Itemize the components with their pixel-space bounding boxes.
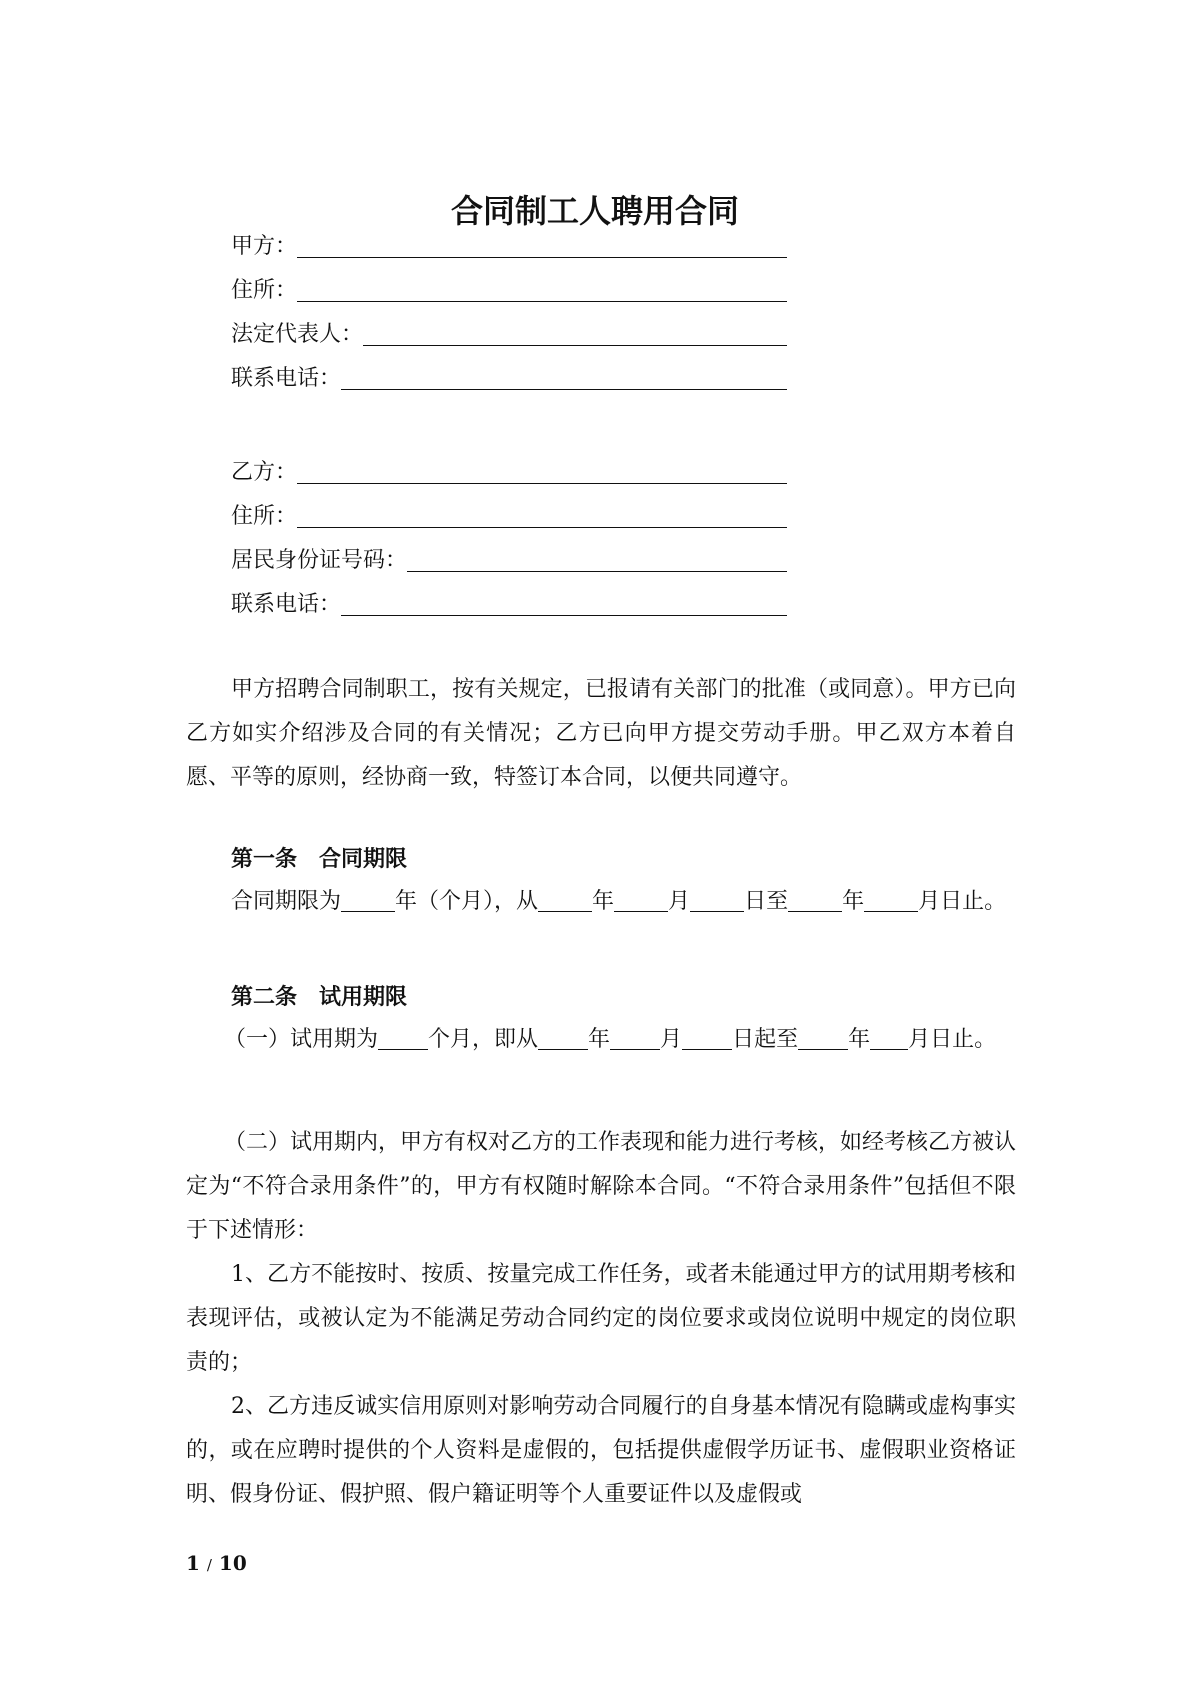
start-day-blank[interactable] xyxy=(690,887,744,912)
start-month-blank[interactable] xyxy=(614,887,668,912)
article-2-number: 第二条 xyxy=(231,985,298,1010)
end-year-blank[interactable] xyxy=(788,887,842,912)
article-2-title: 试用期限 xyxy=(319,985,408,1010)
clause-1-text-4: 月 xyxy=(660,1027,683,1052)
probation-start-month-blank[interactable] xyxy=(610,1025,660,1050)
party-b-address-field xyxy=(231,496,787,532)
article-1-paragraph xyxy=(186,880,1016,924)
party-b-blank[interactable] xyxy=(297,455,787,484)
document-title: 合同制工人聘用合同 xyxy=(450,192,739,230)
party-a-address-blank[interactable] xyxy=(297,273,787,302)
party-b-id-field xyxy=(231,540,787,576)
article-1-text-7: 月日止。 xyxy=(918,889,1007,914)
article-2-clause-2: （二）试用期内，甲方有权对乙方的工作表现和能力进行考核，如经考核乙方被认定为“不符合录用条件”的，甲方有权随时解除本合同。“不符合录用条件”包括但不限于下述情形： xyxy=(186,1130,1017,1243)
party-b-phone-label: 联系电话： xyxy=(231,592,342,617)
party-a-rep-blank[interactable] xyxy=(363,317,787,346)
party-a-phone-blank[interactable] xyxy=(341,361,787,390)
total-pages: 10 xyxy=(218,1551,247,1575)
party-b-phone-field xyxy=(231,584,787,620)
page-number xyxy=(186,1548,247,1580)
party-a-field xyxy=(231,226,787,262)
article-1-text-4: 月 xyxy=(668,889,691,914)
end-month-blank[interactable] xyxy=(864,887,918,912)
party-a-phone-label: 联系电话： xyxy=(231,366,342,391)
party-a-blank[interactable] xyxy=(297,229,787,258)
clause-1-text-6: 年 xyxy=(848,1027,871,1052)
article-1-heading xyxy=(231,845,407,875)
party-b-address-blank[interactable] xyxy=(297,499,787,528)
party-b-field xyxy=(231,452,787,488)
intro-paragraph: 甲方招聘合同制职工，按有关规定，已报请有关部门的批准（或同意）。甲方已向乙方如实介绍涉及合同的有关情况；乙方已向甲方提交劳动手册。甲乙双方本着自愿、平等的原则，经协商一致，特签订本合同，以便共同遵守。 xyxy=(186,677,1016,790)
article-1-text-5: 日至 xyxy=(744,889,789,914)
party-b-label: 乙方： xyxy=(231,460,298,485)
probation-start-year-blank[interactable] xyxy=(538,1025,588,1050)
term-length-blank[interactable] xyxy=(341,887,395,912)
party-b-id-label: 居民身份证号码： xyxy=(231,548,408,573)
clause-1-text-3: 年 xyxy=(588,1027,611,1052)
article-1-text-2: 年（个月），从 xyxy=(395,889,539,914)
party-a-rep-field xyxy=(231,314,787,350)
party-a-label: 甲方： xyxy=(231,234,298,259)
article-1-text-1: 合同期限为 xyxy=(231,889,342,914)
party-b-address-label: 住所： xyxy=(231,504,298,529)
article-1-text-3: 年 xyxy=(592,889,615,914)
clause-1-text-7: 月日止。 xyxy=(908,1027,997,1052)
probation-months-blank[interactable] xyxy=(378,1025,428,1050)
probation-end-year-blank[interactable] xyxy=(798,1025,848,1050)
article-2-item-1: 1、乙方不能按时、按质、按量完成工作任务，或者未能通过甲方的试用期考核和表现评估，或被认定为不能满足劳动合同约定的岗位要求或岗位说明中规定的岗位职责的； xyxy=(186,1262,1016,1375)
article-2-heading xyxy=(231,983,407,1013)
current-page: 1 xyxy=(186,1551,200,1575)
clause-1-text-1: （一）试用期为 xyxy=(224,1027,379,1052)
article-2-item-2: 2、乙方违反诚实信用原则对影响劳动合同履行的自身基本情况有隐瞒或虚构事实的，或在应聘时提供的个人资料是虚假的，包括提供虚假学历证书、虚假职业资格证明、假身份证、假护照、假户籍证明等个人重要证件以及虚假或 xyxy=(186,1394,1016,1507)
article-1-title: 合同期限 xyxy=(319,847,408,872)
article-2-clause-1 xyxy=(186,1018,1016,1062)
start-year-blank[interactable] xyxy=(538,887,592,912)
article-1-text-6: 年 xyxy=(842,889,865,914)
party-a-address-field xyxy=(231,270,787,306)
party-a-rep-label: 法定代表人： xyxy=(231,322,364,347)
party-b-phone-blank[interactable] xyxy=(341,587,787,616)
probation-start-day-blank[interactable] xyxy=(682,1025,732,1050)
article-1-number: 第一条 xyxy=(231,847,298,872)
party-a-address-label: 住所： xyxy=(231,278,298,303)
clause-1-text-2: 个月，即从 xyxy=(428,1027,539,1052)
clause-1-text-5: 日起至 xyxy=(732,1027,799,1052)
page-separator: / xyxy=(206,1556,212,1574)
probation-end-month-blank[interactable] xyxy=(870,1025,908,1050)
party-a-phone-field xyxy=(231,358,787,394)
party-b-id-blank[interactable] xyxy=(407,543,787,572)
